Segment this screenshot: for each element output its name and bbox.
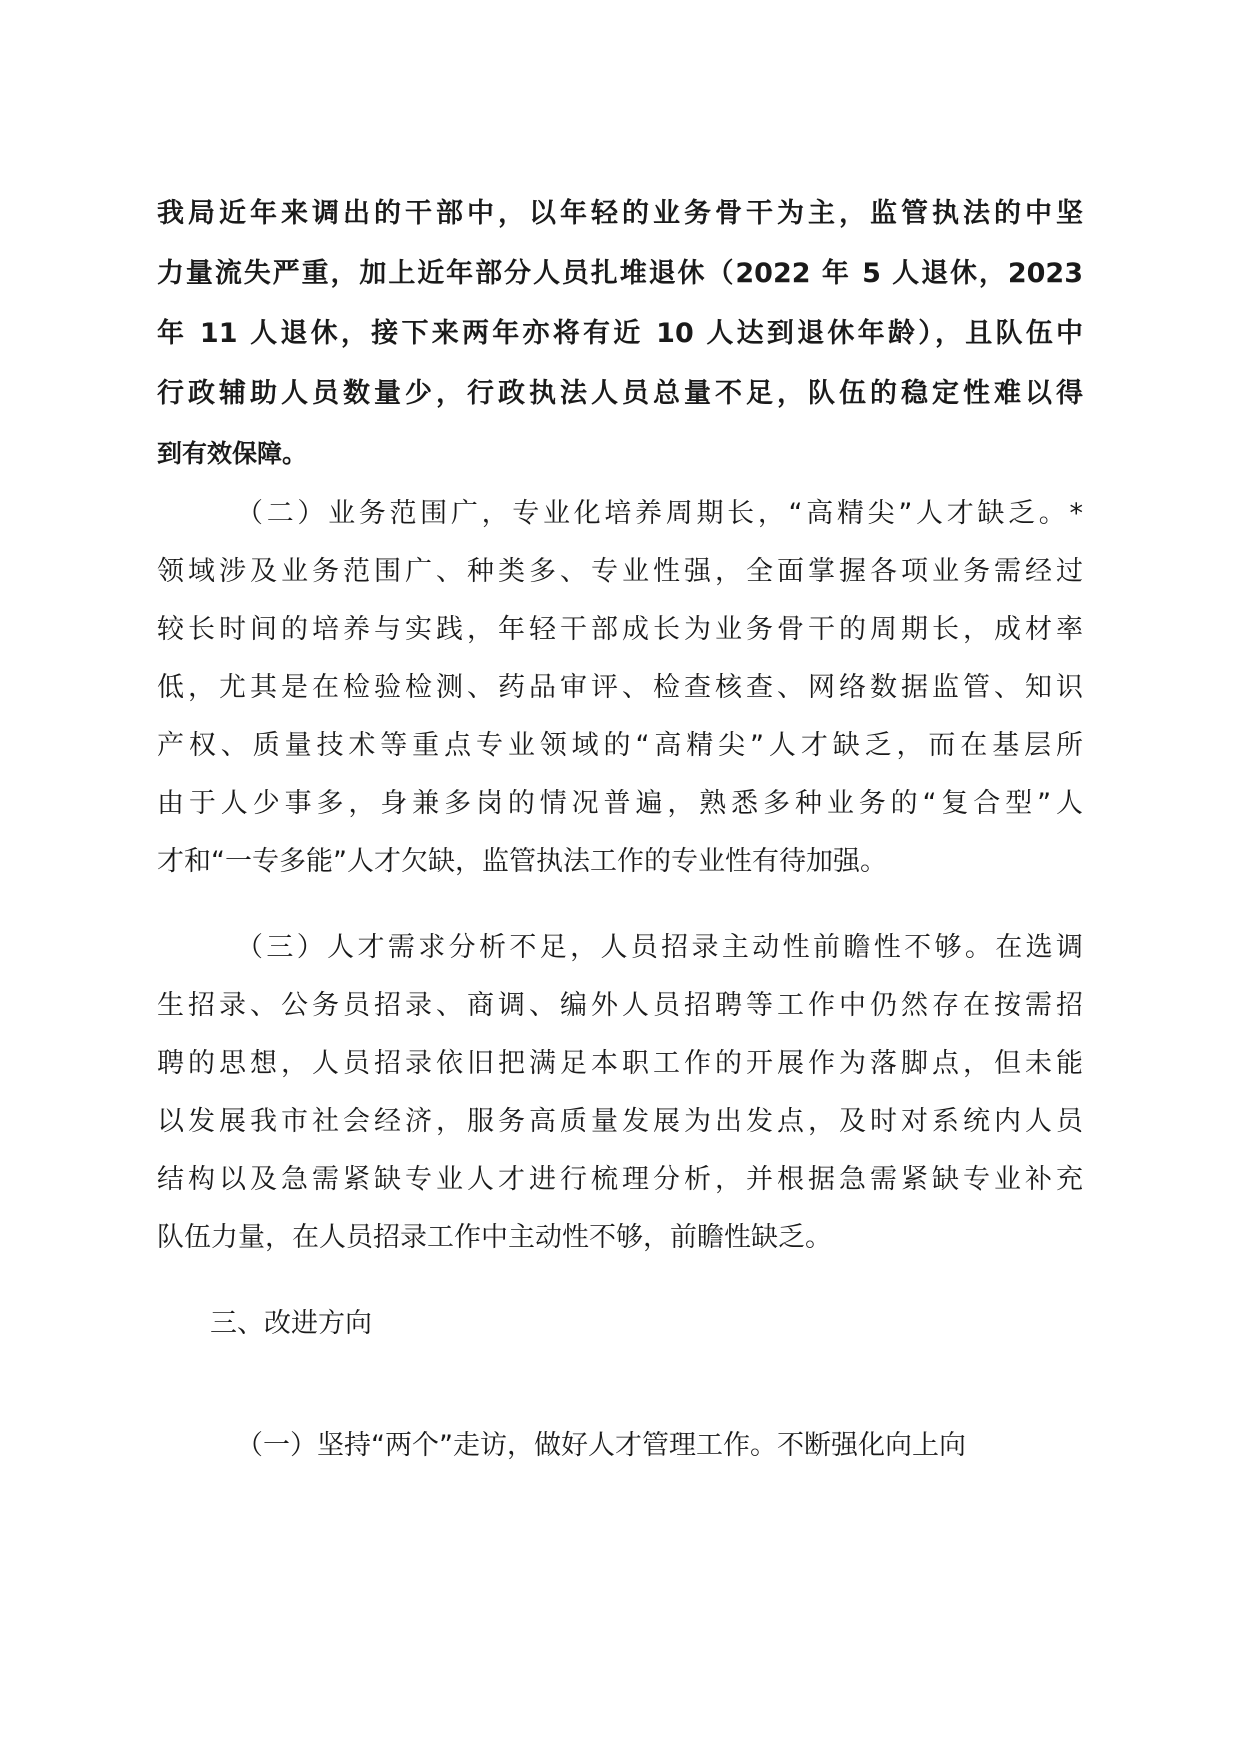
paragraph-1-line-4: 行政辅助人员数量少，行政执法人员总量不足，队伍的稳定性难以得 xyxy=(157,378,1083,409)
paragraph-2-line-1: （二）业务范围广，专业化培养周期长，“高精尖”人才缺乏。* xyxy=(236,498,1083,529)
paragraph-2-line-7: 才和“一专多能”人才欠缺，监管执法工作的专业性有待加强。 xyxy=(157,846,887,877)
section-heading: 三、改进方向 xyxy=(210,1308,372,1339)
paragraph-4-line-1: （一）坚持“两个”走访，做好人才管理工作。不断强化向上向 xyxy=(236,1430,966,1461)
paragraph-2-line-2: 领域涉及业务范围广、种类多、专业性强，全面掌握各项业务需经过 xyxy=(157,556,1083,587)
paragraph-1-line-1: 我局近年来调出的干部中，以年轻的业务骨干为主，监管执法的中坚 xyxy=(157,198,1083,229)
paragraph-1-line-5: 到有效保障。 xyxy=(157,439,308,468)
paragraph-1-line-3: 年 11 人退休，接下来两年亦将有近 10 人达到退休年龄），且队伍中 xyxy=(157,318,1083,349)
paragraph-1-line-2: 力量流失严重，加上近年部分人员扎堆退休（2022 年 5 人退休，2023 xyxy=(157,258,1083,289)
paragraph-2-line-3: 较长时间的培养与实践，年轻干部成长为业务骨干的周期长，成材率 xyxy=(157,614,1083,645)
paragraph-3-line-3: 聘的思想，人员招录依旧把满足本职工作的开展作为落脚点，但未能 xyxy=(157,1048,1083,1079)
paragraph-2-line-6: 由于人少事多，身兼多岗的情况普遍，熟悉多种业务的“复合型”人 xyxy=(157,788,1083,819)
paragraph-2-line-5: 产权、质量技术等重点专业领域的“高精尖”人才缺乏，而在基层所 xyxy=(157,730,1083,761)
paragraph-3-line-1: （三）人才需求分析不足，人员招录主动性前瞻性不够。在选调 xyxy=(236,932,1083,963)
paragraph-3-line-5: 结构以及急需紧缺专业人才进行梳理分析，并根据急需紧缺专业补充 xyxy=(157,1164,1083,1195)
paragraph-2-line-4: 低，尤其是在检验检测、药品审评、检查核查、网络数据监管、知识 xyxy=(157,672,1083,703)
paragraph-3-line-6: 队伍力量，在人员招录工作中主动性不够，前瞻性缺乏。 xyxy=(157,1222,832,1253)
paragraph-3-line-2: 生招录、公务员招录、商调、编外人员招聘等工作中仍然存在按需招 xyxy=(157,990,1083,1021)
paragraph-3-line-4: 以发展我市社会经济，服务高质量发展为出发点，及时对系统内人员 xyxy=(157,1106,1083,1137)
